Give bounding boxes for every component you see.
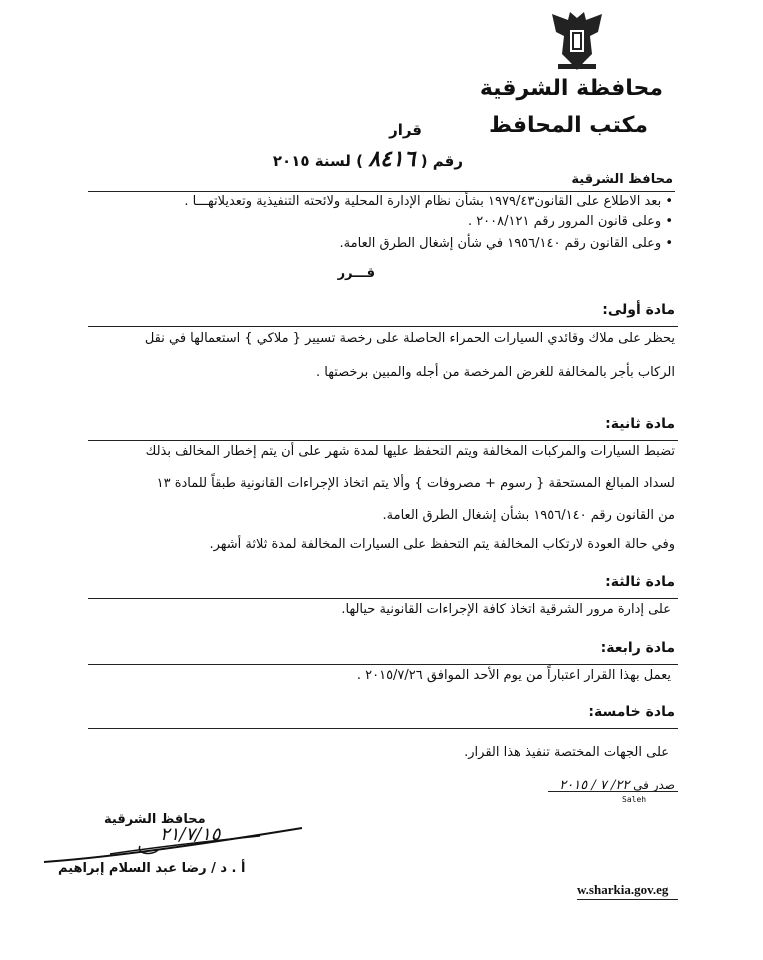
- article-2-line-2: لسداد المبالغ المستحقة { رسوم + مصروفات } وألا يتم اتخاذ الإجراءات القانونية طبقاً للمادة ١٣: [156, 476, 675, 491]
- sender-label: محافظ الشرقية: [571, 172, 673, 187]
- article-2-line-3: من القانون رقم ١٩٥٦/١٤٠ بشأن إشغال الطرق العامة.: [382, 508, 675, 523]
- article-1-line-2: الركاب بأجر بالمخالفة للغرض المرخصة من أجله والمبين برخصتها .: [316, 365, 675, 380]
- decided-label: قـــرر: [337, 266, 375, 281]
- article-2-line-1: تضبط السيارات والمركبات المخالفة ويتم التحفظ عليها لمدة شهر على أن يتم إخطار المخالف بذلك: [145, 444, 675, 459]
- number-suffix: ) لسنة ٢٠١٥: [272, 152, 363, 170]
- signature-date: ٢١/٧/١٥: [160, 824, 221, 845]
- article-2-line-4: وفي حالة العودة لارتكاب المخالفة يتم التحفظ على السيارات المخالفة لمدة ثلاثة أشهر.: [209, 537, 675, 552]
- article-3-text: على إدارة مرور الشرقية اتخاذ كافة الإجراءات القانونية حيالها.: [341, 602, 671, 617]
- handwritten-issuance-date: ٢٢/ ٧ / ٢٠١٥: [559, 778, 630, 793]
- article-1-line-1: يحظر على ملاك وقائدي السيارات الحمراء الحاصلة على رخصة تسيير { ملاكي } استعمالها في نقل: [144, 331, 675, 346]
- website-url: w.sharkia.gov.eg: [577, 882, 669, 897]
- article-3-rule: [88, 598, 678, 599]
- article-1-heading: مادة أولى:: [602, 302, 675, 318]
- article-5-rule: [88, 728, 678, 729]
- handwritten-number: ٨٤١٦: [368, 146, 416, 172]
- article-5-heading: مادة خامسة:: [588, 704, 675, 720]
- number-prefix: رقم (: [420, 152, 463, 170]
- article-3-heading: مادة ثالثة:: [605, 574, 675, 590]
- article-4-heading: مادة رابعة:: [600, 640, 675, 656]
- website-underline: [577, 899, 678, 900]
- decision-number: [273, 146, 463, 172]
- governorate-title: محافظة الشرقية: [479, 76, 663, 101]
- issuance-label: صدر في: [633, 778, 675, 792]
- signatory-name: أ . د / رضا عبد السلام إبراهيم: [58, 861, 246, 876]
- signature-title: محافظ الشرقية: [104, 812, 206, 827]
- article-1-rule: [88, 326, 678, 327]
- preamble-bullet-2: • وعلى قانون المرور رقم ٢٠٠٨/١٢١ .: [467, 214, 673, 229]
- article-5-text: على الجهات المختصة تنفيذ هذا القرار.: [464, 745, 669, 760]
- decision-heading: قرار: [389, 121, 422, 139]
- preamble-bullet-3: • وعلى القانون رقم ١٩٥٦/١٤٠ في شأن إشغال الطرق العامة.: [339, 236, 673, 251]
- eagle-emblem-icon: [548, 10, 606, 72]
- office-title: مكتب المحافظ: [489, 113, 648, 138]
- author-initials: Saleh: [622, 795, 647, 804]
- article-4-rule: [88, 664, 678, 665]
- issuance-underline: [548, 791, 678, 792]
- sender-divider: [88, 191, 675, 192]
- article-4-text: يعمل بهذا القرار اعتباراً من يوم الأحد الموافق ٢٠١٥/٧/٢٦ .: [356, 668, 671, 683]
- article-2-rule: [88, 440, 678, 441]
- article-2-heading: مادة ثانية:: [605, 416, 675, 432]
- preamble-bullet-1: • بعد الاطلاع على القانون١٩٧٩/٤٣ بشأن نظام الإدارة المحلية ولائحته التنفيذية وتعديلاتهـــا .: [184, 194, 673, 209]
